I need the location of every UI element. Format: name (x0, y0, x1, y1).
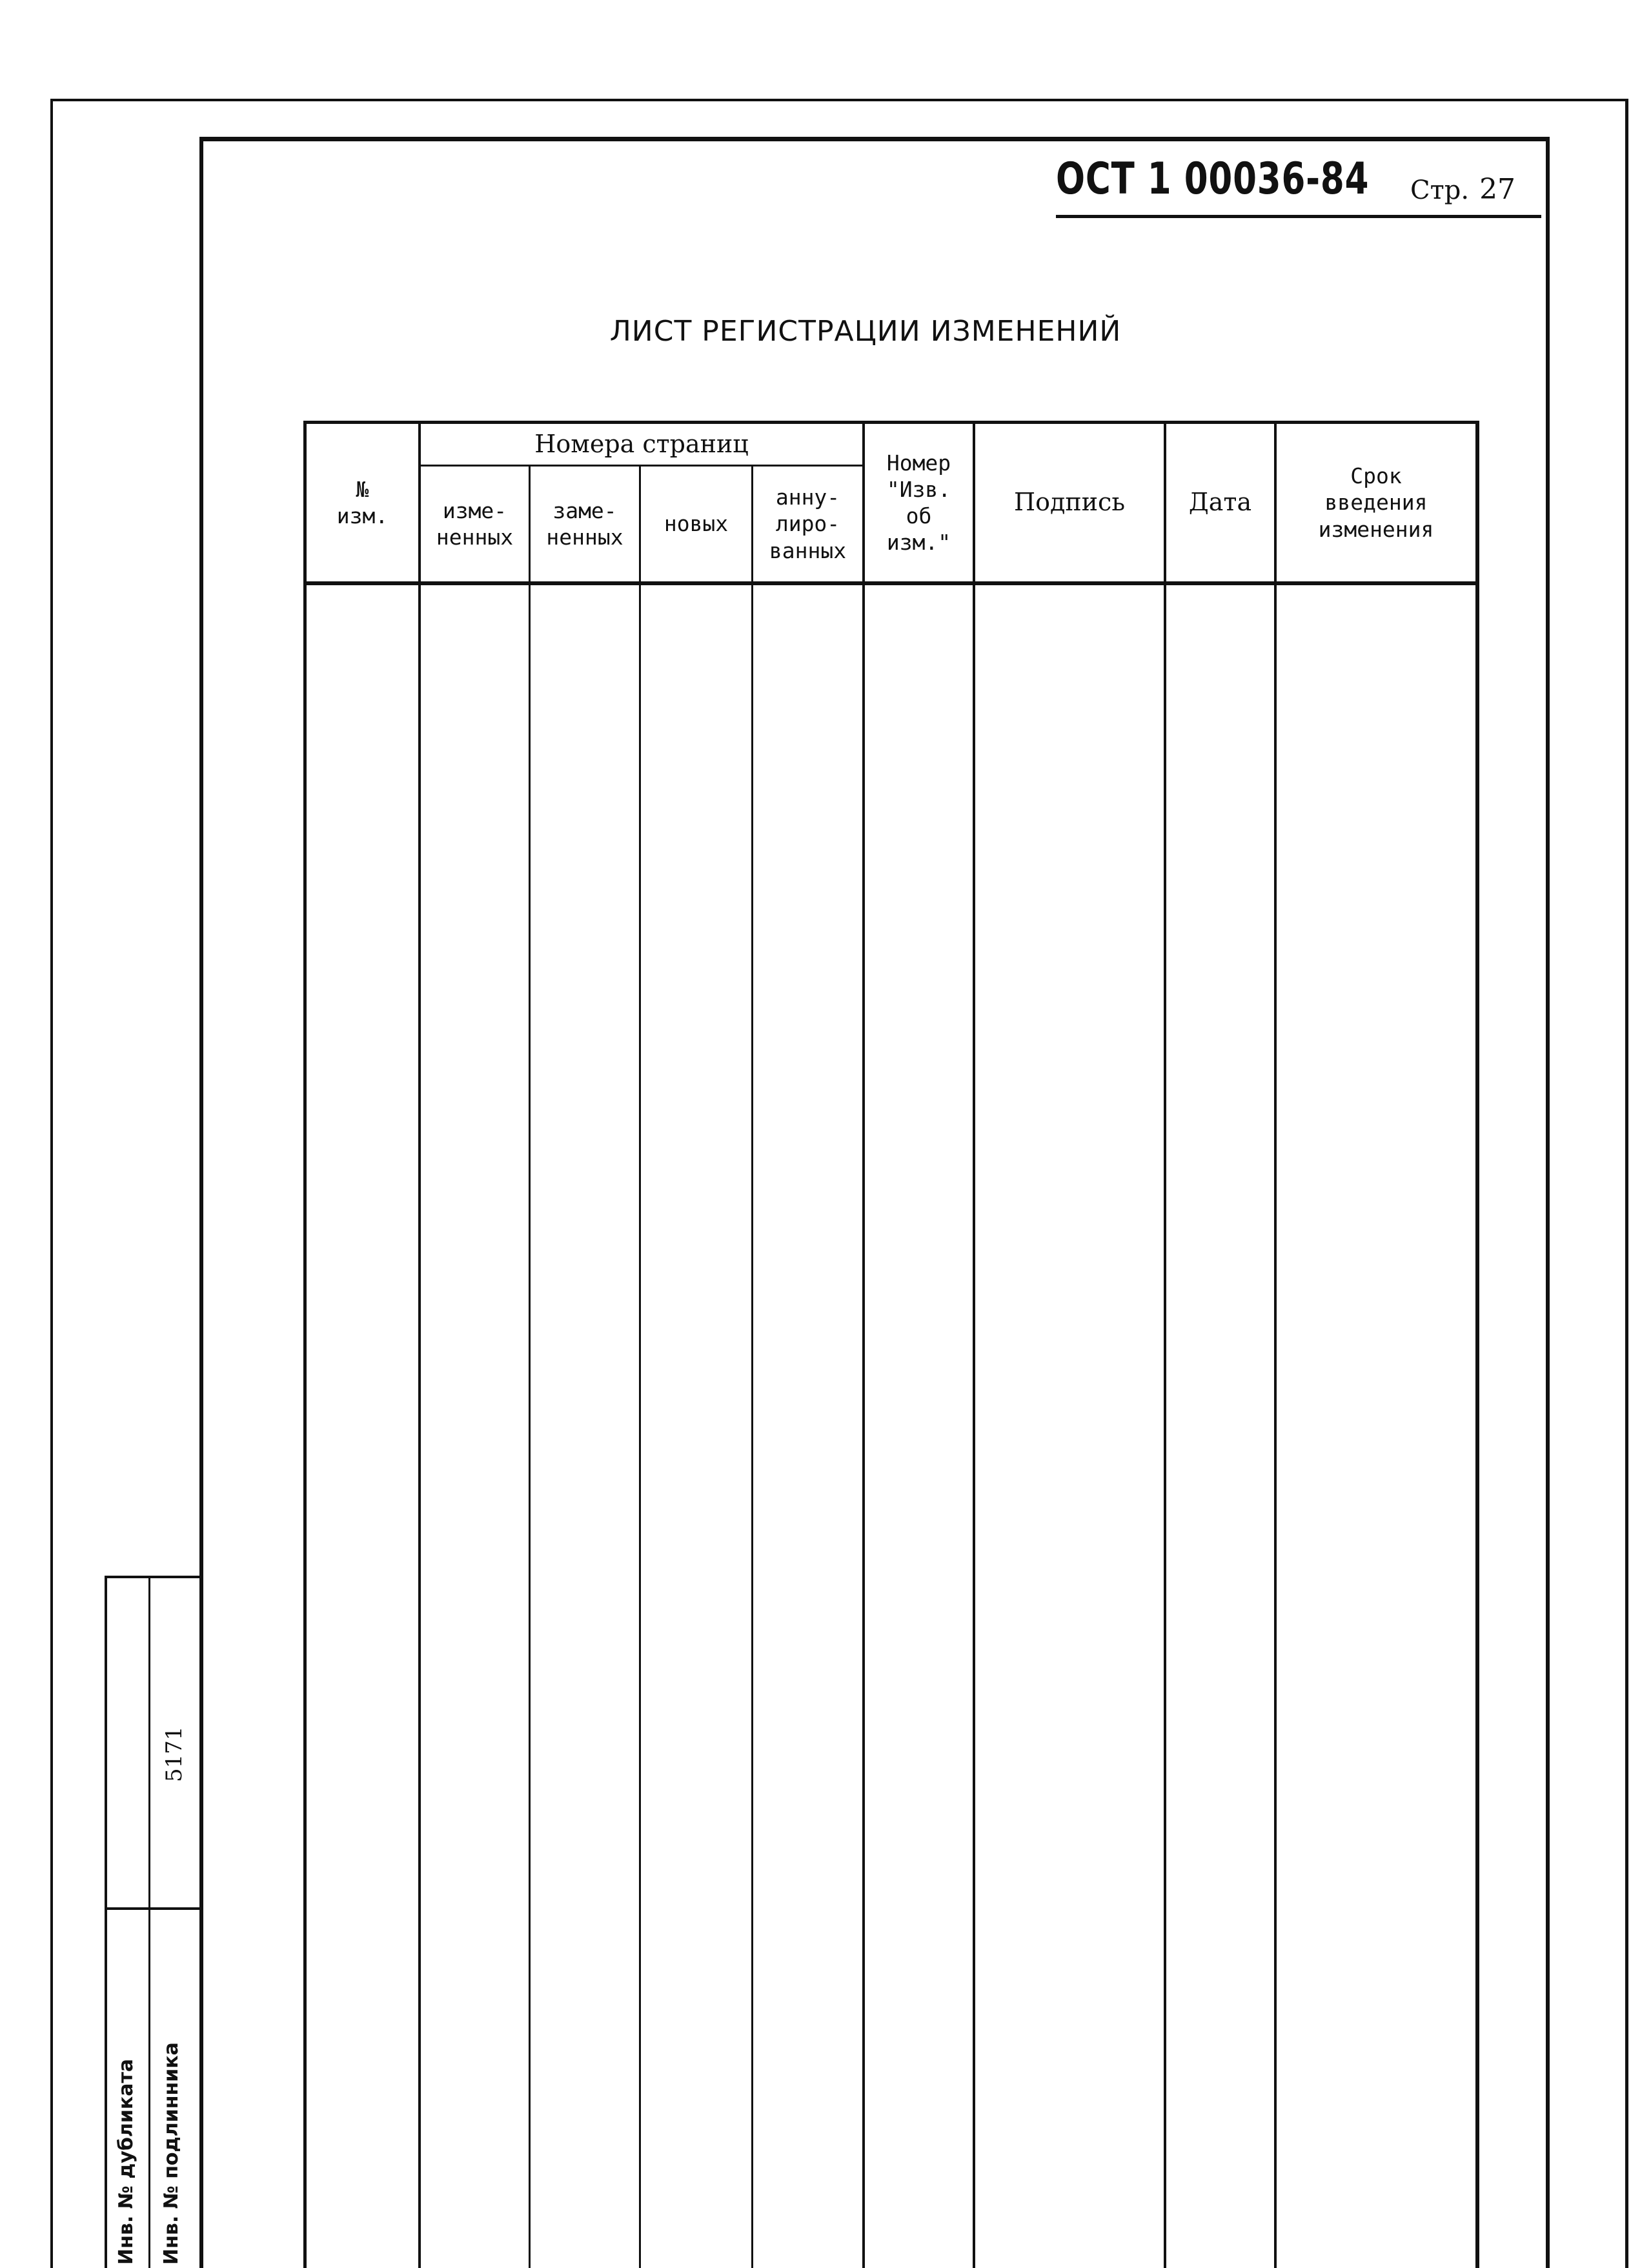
header-bottom-border (303, 581, 1479, 585)
col-divider-3 (639, 465, 641, 2268)
change-registration-table (303, 421, 1479, 2268)
original-inventory-label: Инв. № подлинника (160, 2042, 183, 2265)
col-divider-1 (418, 421, 421, 2268)
page-number: 27 (1479, 173, 1516, 206)
col-divider-4 (751, 465, 753, 2268)
page-label: Стр. (1410, 176, 1470, 205)
col-divider-5 (862, 421, 865, 2268)
sheet-left-edge (50, 99, 53, 2268)
col-divider-8 (1274, 421, 1277, 2268)
orig-inventory-value: 5171 (161, 1726, 187, 1782)
stamp-top-border (105, 1576, 199, 1578)
duplicate-inventory-label: Инв. № дубликата (115, 2058, 137, 2265)
table-right-border (1475, 421, 1479, 2268)
header-changed: изме- ненных (436, 497, 514, 550)
header-deadline: Срок введения изменения (1318, 463, 1434, 542)
stamp-column-divider (148, 1576, 150, 2268)
page-number-block (1410, 173, 1515, 206)
header-date: Дата (1188, 488, 1252, 517)
table-left-border (303, 421, 307, 2268)
sheet-title: ЛИСТ РЕГИСТРАЦИИ ИЗМЕНЕНИЙ (609, 315, 1122, 348)
header-notice-number: Номер "Изв. об изм." (886, 450, 951, 556)
header-no-change: № изм. (336, 476, 389, 528)
col-divider-6 (973, 421, 975, 2268)
header-signature: Подпись (1013, 488, 1126, 517)
col-divider-2 (529, 465, 531, 2268)
stamp-left-border (105, 1576, 107, 2268)
header-page-numbers: Номера страниц (534, 429, 749, 458)
sheet-top-edge (52, 99, 1626, 101)
col-divider-7 (1164, 421, 1166, 2268)
document-code-underline (1056, 215, 1541, 218)
sheet-right-edge (1625, 99, 1628, 2268)
document-code: ОСТ 1 00036-84 (1056, 154, 1370, 205)
header-annulled: анну- лиро- ванных (769, 485, 847, 563)
inventory-stamp (105, 1576, 199, 2268)
stamp-middle-border (105, 1907, 199, 1910)
header-replaced: заме- ненных (546, 497, 623, 550)
header-new: новых (663, 511, 729, 537)
